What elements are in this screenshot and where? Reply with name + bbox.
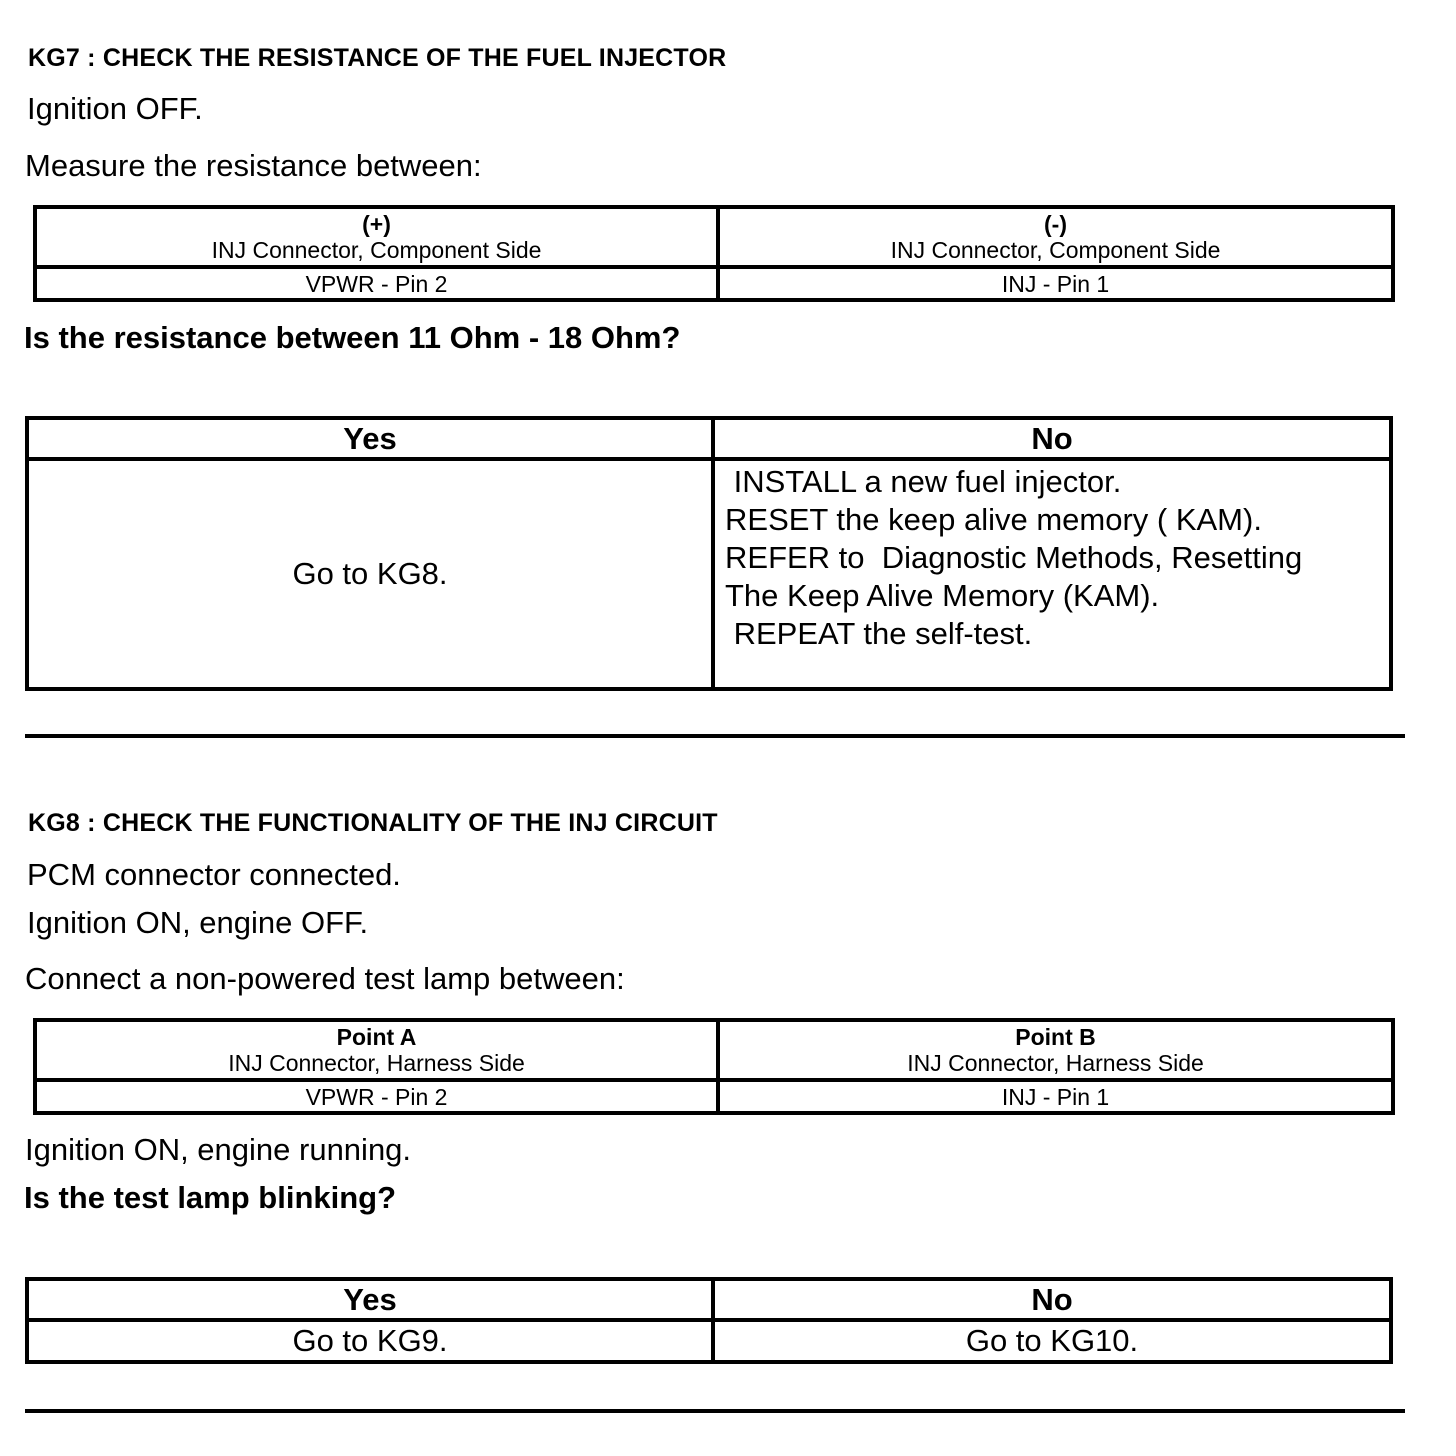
kg7-question: Is the resistance between 11 Ohm - 18 Ohm? [24, 320, 681, 355]
kg8-heading: KG8 : CHECK THE FUNCTIONALITY OF THE INJ CIRCUIT [28, 809, 718, 837]
kg7-measure-right-value: INJ - Pin 1 [718, 267, 1393, 300]
kg8-step-pcm-connected: PCM connector connected. [27, 857, 401, 892]
kg7-no-action-line: The Keep Alive Memory (KAM). [725, 578, 1160, 613]
kg7-measure-table [33, 205, 1395, 302]
kg7-measure-left-value: VPWR - Pin 2 [35, 267, 718, 300]
kg8-yes-header: Yes [27, 1279, 713, 1320]
kg7-measure-left-header: (+) INJ Connector, Component Side [35, 207, 718, 267]
kg8-no-action: Go to KG10. [713, 1320, 1391, 1362]
kg8-yes-action: Go to KG9. [27, 1320, 713, 1362]
kg8-answer-table [25, 1277, 1393, 1364]
kg8-step-ignition-on: Ignition ON, engine OFF. [27, 905, 369, 940]
kg8-measure-left-value: VPWR - Pin 2 [35, 1080, 718, 1113]
kg8-no-header: No [713, 1279, 1391, 1320]
kg7-no-action-line: REPEAT the self-test. [725, 616, 1033, 651]
kg7-no-header: No [713, 418, 1391, 459]
kg7-heading: KG7 : CHECK THE RESISTANCE OF THE FUEL INJECTOR [28, 44, 727, 72]
kg8-question: Is the test lamp blinking? [24, 1180, 397, 1215]
section-divider [25, 734, 1405, 738]
kg7-answer-table [25, 416, 1393, 691]
kg7-no-action-line: RESET the keep alive memory ( KAM). [725, 502, 1262, 537]
kg8-measure-right-value: INJ - Pin 1 [718, 1080, 1393, 1113]
kg7-step-measure: Measure the resistance between: [25, 148, 482, 183]
kg8-measure-table [33, 1018, 1395, 1115]
kg7-yes-header: Yes [27, 418, 713, 459]
kg8-measure-right-header: Point B INJ Connector, Harness Side [718, 1020, 1393, 1080]
kg7-no-action-line: INSTALL a new fuel injector. [725, 464, 1122, 499]
kg7-step-ignition-off: Ignition OFF. [27, 91, 203, 126]
section-divider [25, 1409, 1405, 1413]
kg7-no-actions [713, 459, 1391, 689]
kg7-measure-right-header: (-) INJ Connector, Component Side [718, 207, 1393, 267]
kg7-yes-action: Go to KG8. [27, 459, 713, 689]
kg7-no-action-line: REFER to Diagnostic Methods, Resetting [725, 540, 1303, 575]
kg8-step-connect-lamp: Connect a non-powered test lamp between: [25, 961, 625, 996]
kg8-step-engine-running: Ignition ON, engine running. [25, 1132, 412, 1167]
kg8-measure-left-header: Point A INJ Connector, Harness Side [35, 1020, 718, 1080]
